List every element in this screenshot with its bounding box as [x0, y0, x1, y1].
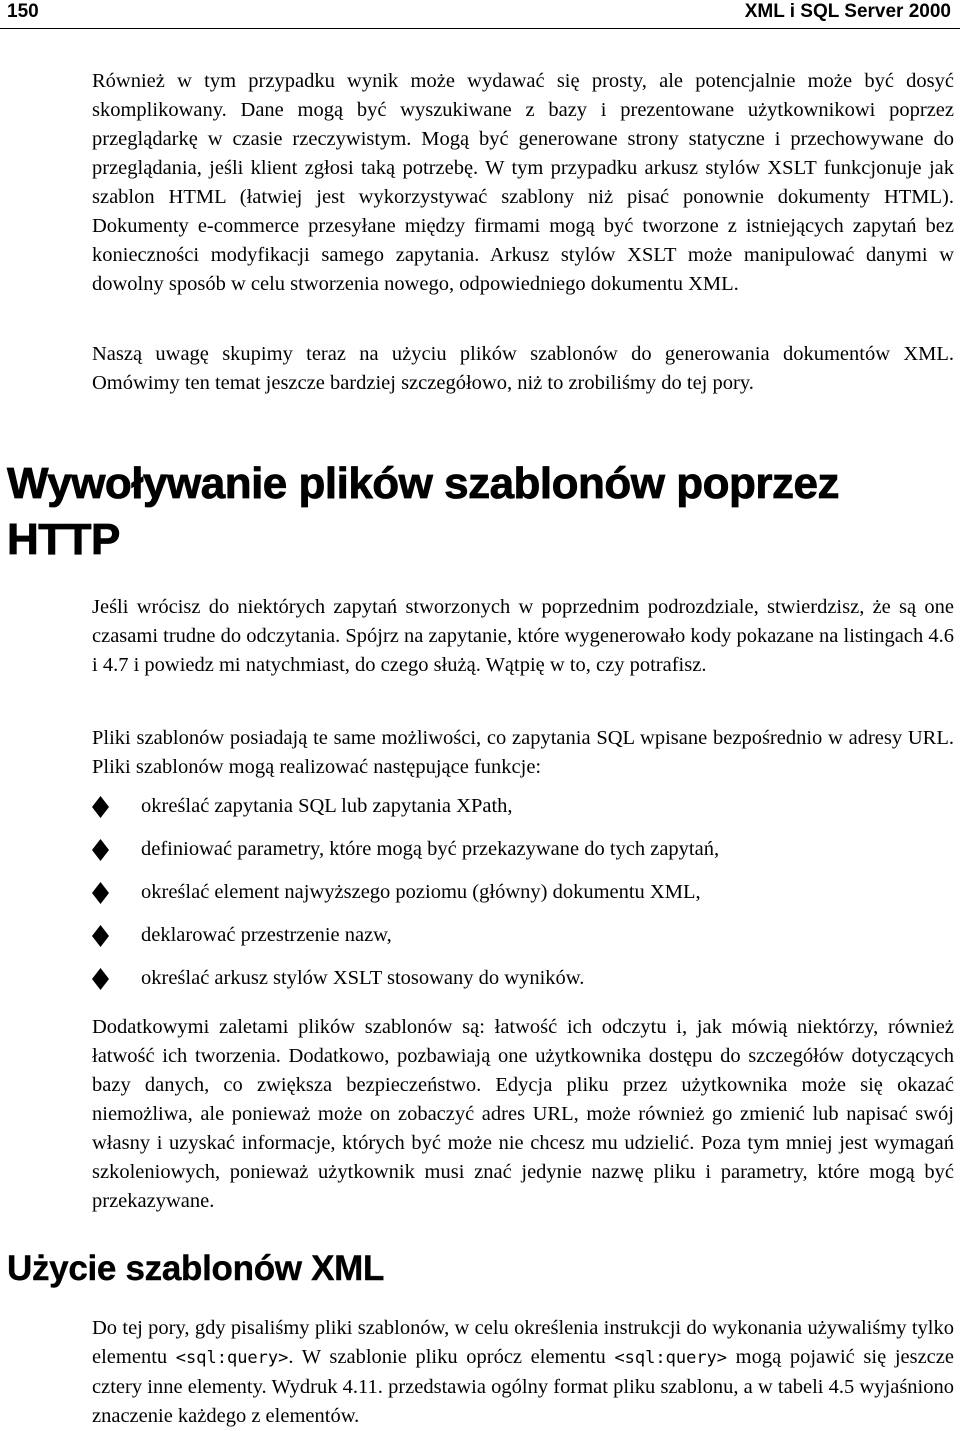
http-paragraph-3: Dodatkowymi zaletami plików szablonów są: łatwość ich odczytu i, jak mówią niektórzy, również łatwość ich tworzenia. Dodatkowo, pozbawiają one użytkownika dostępu do szczegółów dotyczących bazy danych, co zwiększa bezpieczeństwo. Edycja pliku przez użytkownika może się okazać niemożliwa, ale ponieważ może on zobaczyć adres URL, może również go zmienić lub napisać swój własny i uzyskać informacje, których być może nie chcesz mu udzielić. Poza tym mniej jest wymagań szkoleniowych, ponieważ użytkownik musi znać jedynie nazwę pliku i parametry, które mogą być przekazywane.	[92, 1016, 954, 1212]
list-item-text: określać zapytania SQL lub zapytania XPath,	[141, 795, 513, 817]
list-item-text: określać element najwyższego poziomu (główny) dokumentu XML,	[141, 881, 701, 903]
diamond-bullet-icon	[92, 839, 109, 861]
diamond-bullet-icon	[92, 796, 109, 818]
xml-paragraph-text-2: . W szablonie pliku oprócz elementu	[288, 1346, 615, 1368]
http-paragraph-1: Jeśli wrócisz do niektórych zapytań stworzonych w poprzednim podrozdziale, stwierdzisz, że są one czasami trudne do odczytania. Spójrz na zapytanie, które wygenerowało kody pokazane na listingach 4.6 i 4.7 i powiedz mi natychmiast, do czego służą. Wątpię w to, czy potrafisz.	[92, 596, 954, 676]
section-heading-http: Wywoływanie plików szablonów poprzez HTTP	[7, 459, 839, 564]
list-item-text: określać arkusz stylów XSLT stosowany do wyników.	[141, 967, 585, 989]
section-heading-xml-templates: Użycie szablonów XML	[7, 1249, 385, 1288]
diamond-bullet-icon	[92, 968, 109, 990]
template-features-list	[92, 790, 954, 1005]
diamond-bullet-icon	[92, 882, 109, 904]
sql-query-code: <sql:query>	[175, 1348, 289, 1368]
xml-paragraph-text-3: mogą pojawić się jeszcze cztery inne elementy. Wydruk 4.11. przedstawia ogólny format pliku szablonu, a w tabeli 4.5 wyjaśniono znaczenie każdego z elementów.	[92, 1346, 954, 1427]
intro-paragraph-1: Również w tym przypadku wynik może wydawać się prosty, ale potencjalnie może być dosyć skomplikowany. Dane mogą być wyszukiwane z bazy i prezentowane użytkownikowi poprzez przeglądarkę w czasie rzeczywistym. Mogą być generowane strony statyczne i przechowywane do przeglądania, jeśli klient zgłosi taką potrzebę. W tym przypadku arkusz stylów XSLT funkcjonuje jak szablon HTML (łatwiej jest wykorzystywać szablony niż pisać ponownie dokumenty HTML). Dokumenty e-commerce przesyłane między firmami mogą być tworzone z istniejących zapytań bez konieczności modyfikacji samego zapytania. Arkusz stylów XSLT może manipulować danymi w dowolny sposób w celu stworzenia nowego, odpowiedniego dokumentu XML.	[92, 70, 954, 295]
list-item	[92, 962, 954, 1005]
list-item	[92, 919, 954, 962]
book-title: XML i SQL Server 2000	[744, 1, 951, 22]
running-header	[0, 0, 960, 30]
page-number: 150	[7, 1, 39, 22]
list-item-text: definiować parametry, które mogą być przekazywane do tych zapytań,	[141, 838, 720, 860]
header-rule	[0, 28, 960, 29]
intro-paragraph-2: Naszą uwagę skupimy teraz na użyciu plików szablonów do generowania dokumentów XML. Omówimy ten temat jeszcze bardziej szczegółowo, niż to zrobiliśmy do tej pory.	[92, 343, 954, 394]
xml-paragraph-1	[92, 1314, 954, 1431]
diamond-bullet-icon	[92, 925, 109, 947]
list-item	[92, 833, 954, 876]
list-item	[92, 790, 954, 833]
list-item	[92, 876, 954, 919]
http-paragraph-2: Pliki szablonów posiadają te same możliwości, co zapytania SQL wpisane bezpośrednio w adresy URL. Pliki szablonów mogą realizować następujące funkcje:	[92, 727, 954, 778]
sql-query-code: <sql:query>	[614, 1348, 728, 1368]
list-item-text: deklarować przestrzenie nazw,	[141, 924, 392, 946]
xml-paragraph-text-1: Do tej pory, gdy pisaliśmy pliki szablonów, w celu określenia instrukcji do wykonania używaliśmy tylko elementu	[92, 1317, 954, 1368]
